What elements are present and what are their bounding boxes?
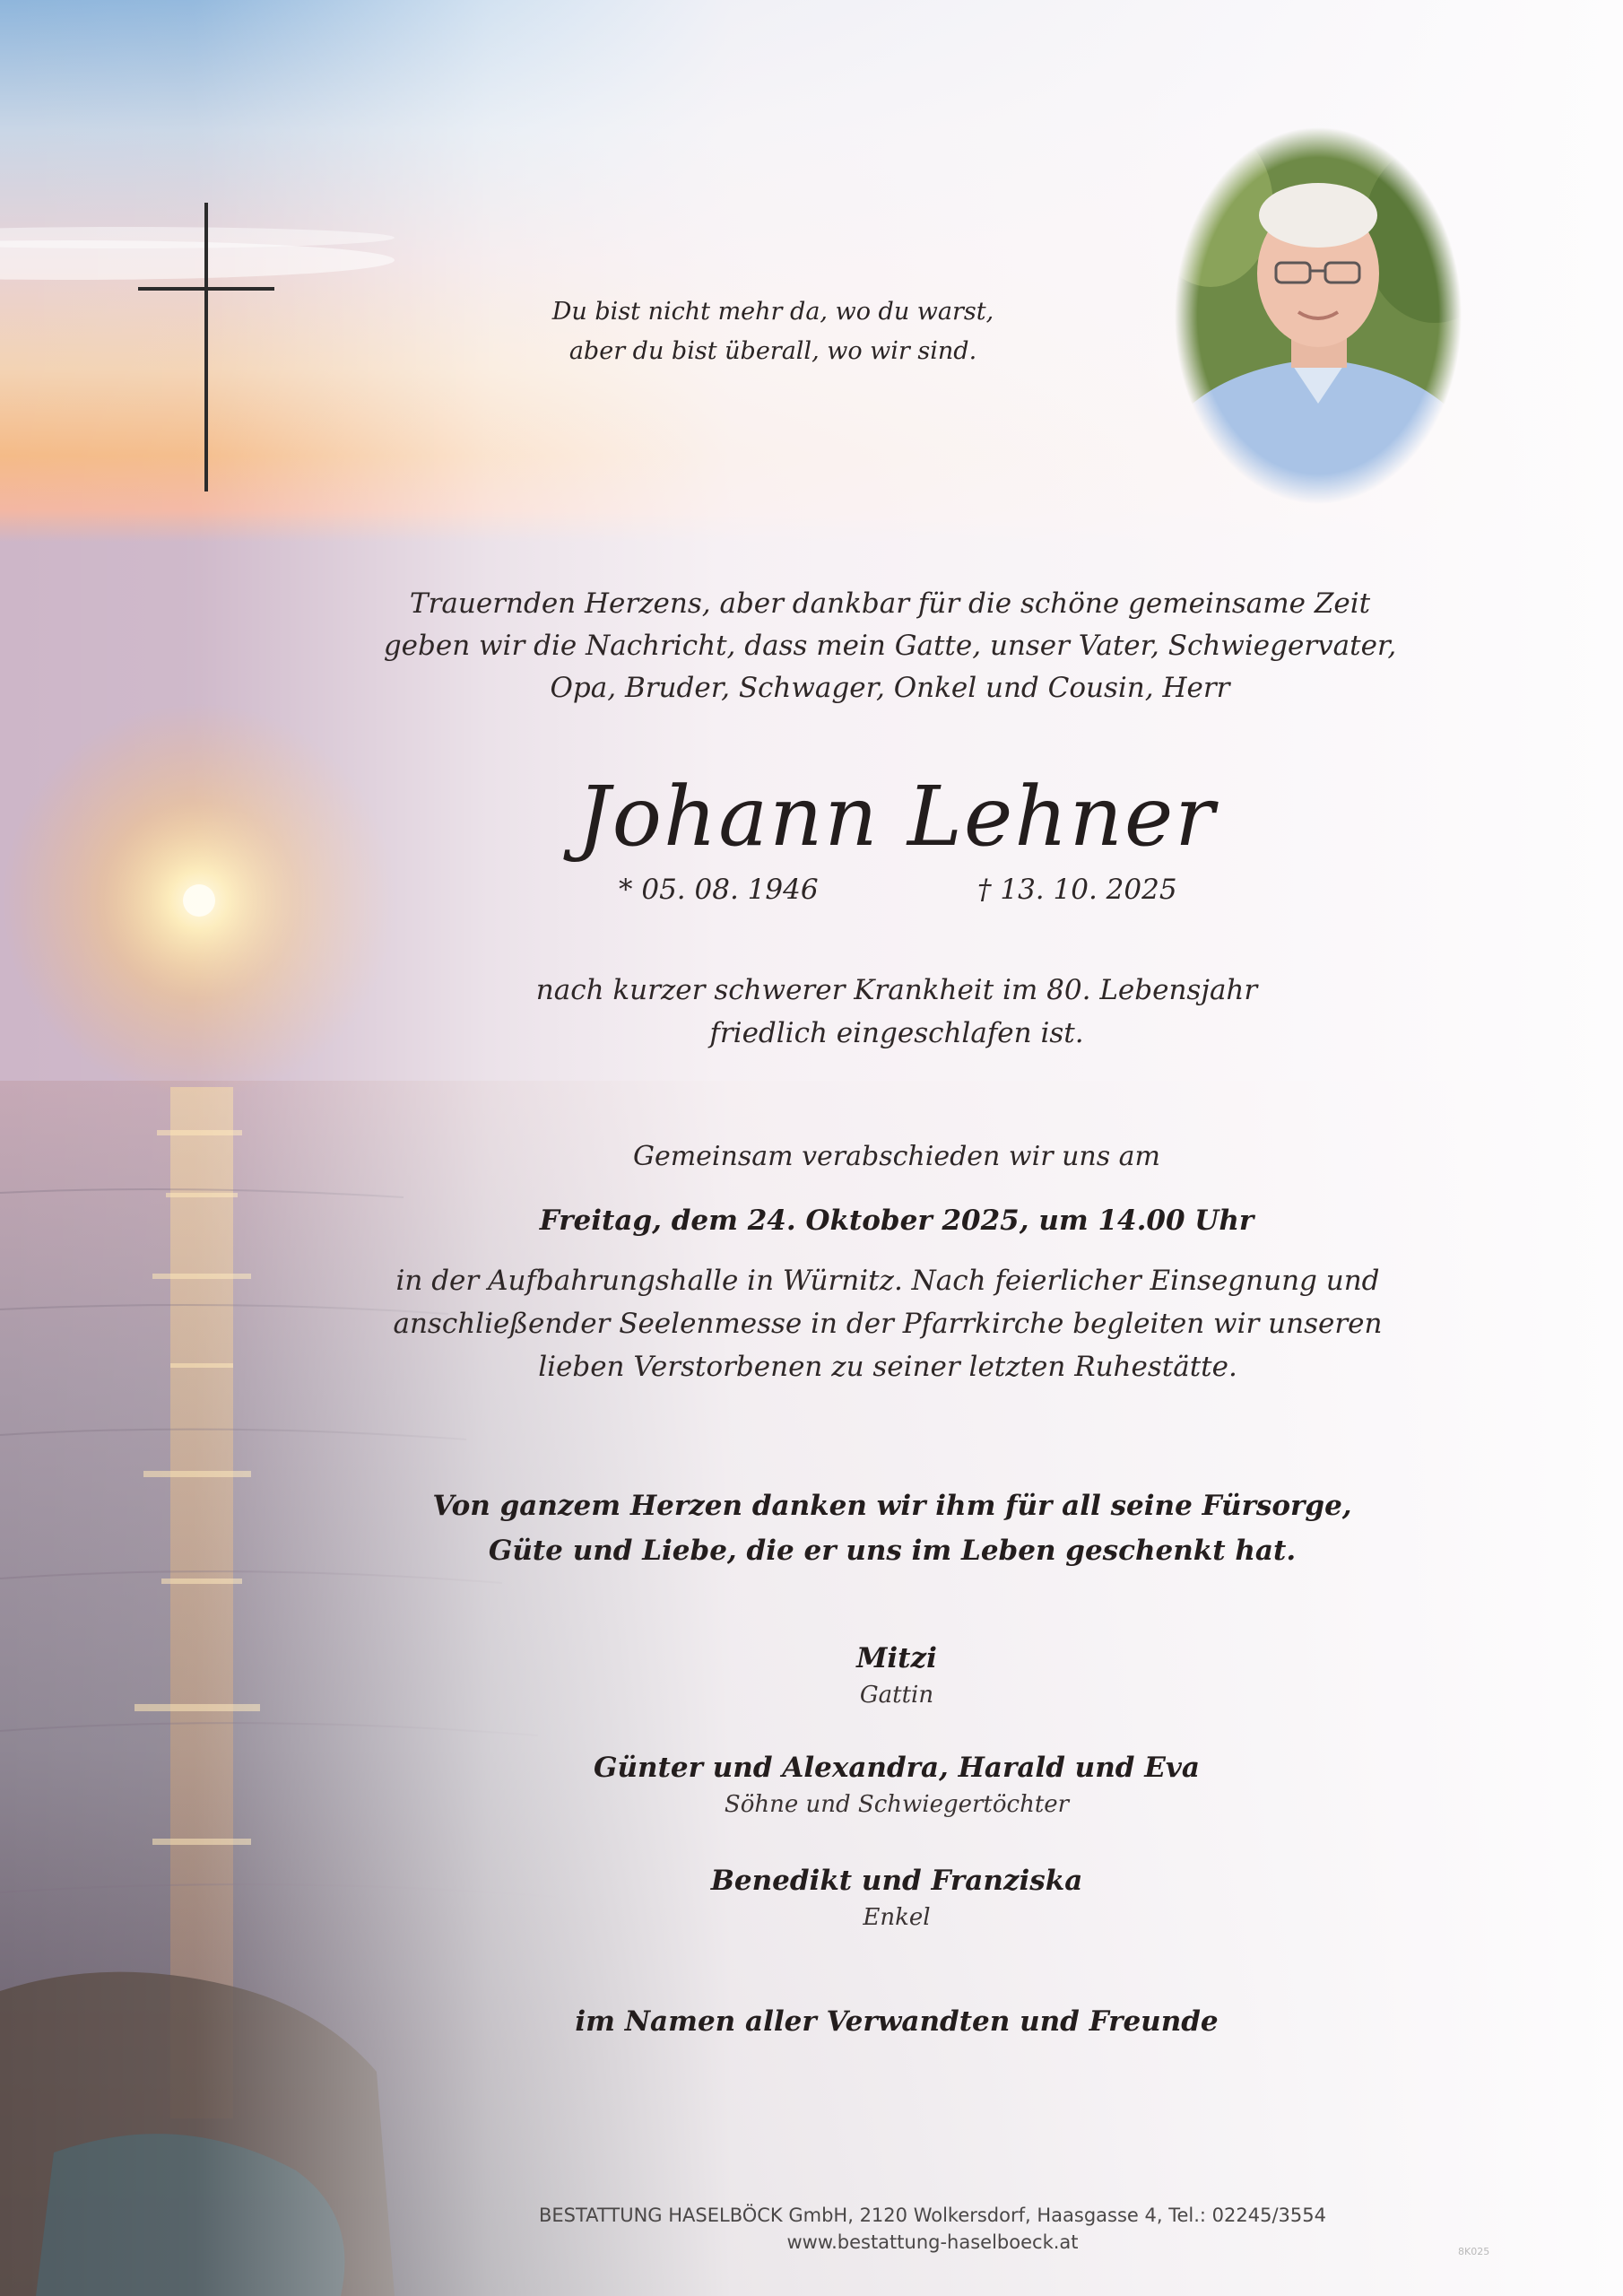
- mourner-entry: [448, 1860, 1345, 1934]
- intro-line-3: Opa, Bruder, Schwager, Onkel und Cousin, Herr: [550, 672, 1230, 704]
- mourner-role: Söhne und Schwiegertöchter: [724, 1791, 1070, 1818]
- location-line-2: anschließender Seelenmesse in der Pfarrkirche begleiten wir unseren: [393, 1308, 1383, 1340]
- mourner-name: Benedikt und Franziska: [710, 1865, 1083, 1897]
- mourner-name: Mitzi: [856, 1642, 937, 1674]
- announcement-intro: [350, 583, 1430, 709]
- thanks-line-1: Von ganzem Herzen danken wir ihm für all seine Fürsorge,: [432, 1490, 1352, 1522]
- death-date: † 13. 10. 2025: [977, 874, 1177, 906]
- cross-horizontal-bar: [138, 287, 274, 291]
- passing-statement: [448, 969, 1345, 1055]
- service-location: [350, 1259, 1426, 1388]
- birth-date: * 05. 08. 1946: [619, 874, 819, 906]
- passing-line-2: friedlich eingeschlafen ist.: [709, 1017, 1084, 1049]
- mourner-entry: [448, 1638, 1345, 1711]
- thanks-line-2: Güte und Liebe, die er uns im Leben geschenkt hat.: [488, 1535, 1297, 1567]
- intro-line-2: geben wir die Nachricht, dass mein Gatte, unser Vater, Schwiegervater,: [383, 630, 1397, 662]
- cross-vertical-bar: [204, 203, 208, 491]
- farewell-intro: Gemeinsam verabschieden wir uns am: [633, 1141, 1160, 1172]
- mourner-name: Günter und Alexandra, Harald und Eva: [594, 1752, 1200, 1784]
- location-line-1: in der Aufbahrungshalle in Würnitz. Nach feierlicher Einsegnung und: [395, 1265, 1380, 1297]
- intro-line-1: Trauernden Herzens, aber dankbar für die schöne gemeinsame Zeit: [409, 587, 1371, 620]
- quote-line-1: Du bist nicht mehr da, wo du warst,: [551, 298, 994, 326]
- quote-line-2: aber du bist überall, wo wir sind.: [568, 337, 977, 365]
- funeral-home-website[interactable]: www.bestattung-haselboeck.at: [786, 2231, 1079, 2253]
- thanks-statement: [386, 1483, 1399, 1573]
- passing-line-1: nach kurzer schwerer Krankheit im 80. Lebensjahr: [535, 974, 1258, 1006]
- document-code: 8K025: [1458, 2246, 1490, 2257]
- closing-line: im Namen aller Verwandten und Freunde: [575, 2005, 1219, 2038]
- deceased-name: Johann Lehner: [577, 769, 1217, 865]
- location-line-3: lieben Verstorbenen zu seiner letzten Ruhestätte.: [538, 1351, 1237, 1383]
- mourner-entry: [448, 1747, 1345, 1821]
- quote: [325, 292, 1221, 371]
- service-datetime: Freitag, dem 24. Oktober 2025, um 14.00 Uhr: [539, 1205, 1254, 1237]
- mourner-role: Gattin: [859, 1682, 934, 1709]
- mourner-role: Enkel: [863, 1904, 931, 1931]
- funeral-home-address: BESTATTUNG HASELBÖCK GmbH, 2120 Wolkersdorf, Haasgasse 4, Tel.: 02245/3554: [538, 2205, 1326, 2226]
